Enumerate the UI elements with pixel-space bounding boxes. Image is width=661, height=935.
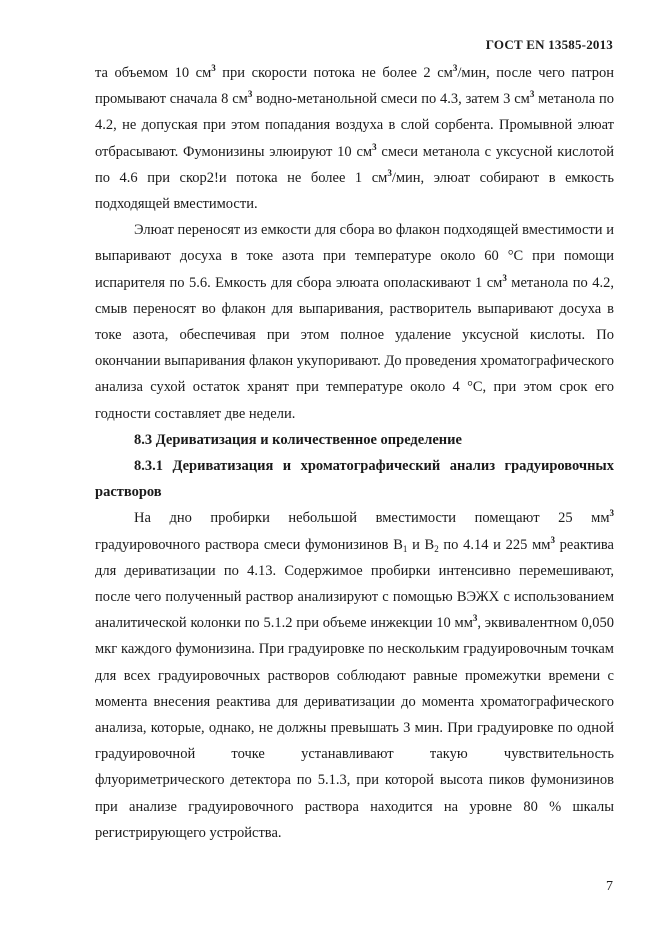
text-run: и В — [407, 536, 435, 553]
superscript: 3 — [529, 89, 535, 100]
superscript: 3 — [452, 63, 458, 73]
text-run: та объемом 10 см — [95, 65, 212, 81]
paragraph-evaporation — [95, 217, 614, 427]
paragraph-derivatization — [95, 505, 614, 846]
standard-header: ГОСТ EN 13585-2013 — [485, 37, 613, 52]
text-run: /мин, элюат собирают в емкость подходящей вместимости. — [95, 169, 614, 213]
section-heading-8-3 — [95, 427, 614, 453]
superscript: 3 — [609, 508, 614, 519]
text-run: метанола по 4.2, не допуская при этом попадания воздуха в слой сорбента. Промывной элюат отбрасывают. Фумонизины элюируют 10 см — [95, 91, 614, 160]
superscript: 3 — [387, 167, 392, 178]
text-run: Элюат переносят из емкости для сбора во флакон подходящей вместимости и выпаривают досуха в токе азота при температуре около 60 °С при помощи испарителя по 5.6. Емкость для сбора элюата ополаскивают 1 см — [95, 222, 614, 291]
text-run: 8.3.1 Дериватизация и хроматографический анализ градуировочных растворов — [95, 458, 614, 501]
text-run: реактива для дериватизации по 4.13. Cодержимое пробирки интенсивно перемешивают, после чего полученный раствор анализируют с помощью ВЭЖХ с использованием аналитической колонки по 5.1.2 при объеме инжекции 10 мм — [95, 536, 614, 632]
paragraph-cartridge-elution — [95, 60, 614, 217]
text-run: метанола по 4.2, смыв переносят во флакон для выпаривания, растворитель выпаривают досуха в токе азота, обеспечивая при этом полное удаление уксусной кислоты. По окончании выпаривания флакон укупоривают. До проведения хроматографического анализа сухой остаток хранят при температуре около 4 °С, при этом срок его годности составляет две недели. — [95, 274, 614, 422]
subscript: 2 — [434, 543, 439, 554]
text-run: На дно пробирки небольшой вместимости помещают 25 мм — [134, 510, 610, 527]
page-number: 7 — [606, 879, 613, 894]
text-run: смеси метанола с уксусной кислотой по 4.6 при скор2ǃи потока не более 1 см — [95, 143, 614, 186]
superscript: 3 — [550, 534, 555, 545]
superscript: 3 — [211, 63, 216, 73]
text-run: , эквивалентном 0,050 мкг каждого фумонизина. При градуировке по нескольким градуировочным точкам для всех градуировочных растворов соблюдают равные промежутки времени с момента внесения реактива для дериватизации до момента хроматографического анализа, которые, однако, не должны превышать 3 мин. При градуировке по одной градуировочной точке устанавливают такую чувствительность флуориметрического детектора по 5.1.3, при которой высота пиков фумонизинов при анализе градуировочного раствора находится на уровне 80 % шкалы регистрирующего устройства. — [95, 615, 614, 841]
superscript: 3 — [247, 89, 253, 100]
superscript: 3 — [372, 141, 377, 152]
superscript: 3 — [472, 613, 478, 624]
text-run: 8.3 Дериватизация и количественное определение — [134, 431, 462, 448]
text-run: при скорости потока не более 2 см — [215, 65, 453, 81]
document-body — [95, 60, 614, 846]
text-run: по 4.14 и 225 мм — [438, 536, 551, 553]
superscript: 3 — [502, 272, 507, 283]
text-run: водно-метанольной смеси по 4.3, затем 3 см — [252, 91, 530, 108]
subscript: 1 — [402, 543, 408, 554]
section-heading-8-3-1 — [95, 453, 614, 505]
text-run: градуировочного раствора смеси фумонизинов В — [95, 536, 403, 553]
text-run: /мин, после чего патрон промывают сначала 8 см — [95, 65, 614, 108]
